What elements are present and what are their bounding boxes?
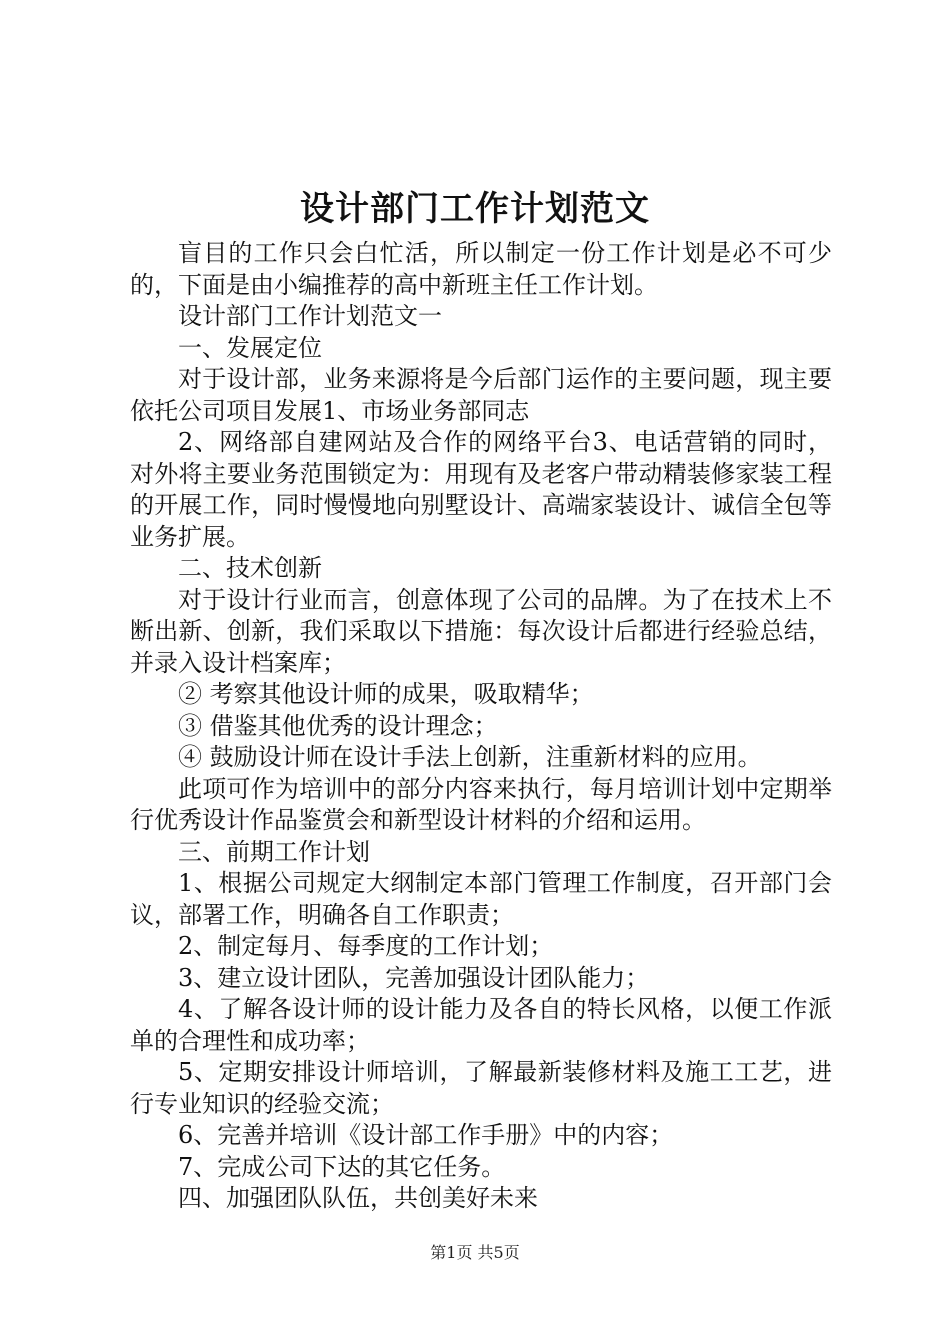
list-item: 5、定期安排设计师培训，了解最新装修材料及施工工艺，进行专业知识的经验交流； [130,1058,832,1118]
list-item: ② 考察其他设计师的成果，吸取精华； [178,680,594,708]
paragraph: 此项可作为培训中的部分内容来执行，每月培训计划中定期举行优秀设计作品鉴赏会和新型设计材料的介绍和运用。 [130,774,832,834]
paragraph: 盲目的工作只会白忙活，所以制定一份工作计划是必不可少的，下面是由小编推荐的高中新班主任工作计划。 [130,239,832,299]
page-number-footer: 第1页 共5页 [430,1243,520,1262]
list-item: ④ 鼓励设计师在设计手法上创新，注重新材料的应用。 [178,743,762,771]
section-heading: 四、加强团队队伍，共创美好未来 [178,1184,538,1212]
paragraph: 对于设计部，业务来源将是今后部门运作的主要问题，现主要依托公司项目发展1、市场业务部同志 [130,365,832,425]
list-item: 1、根据公司规定大纲制定本部门管理工作制度，召开部门会议，部署工作，明确各自工作职责； [130,869,832,929]
paragraph: 设计部门工作计划范文一 [178,302,442,330]
list-item: 7、完成公司下达的其它任务。 [178,1152,506,1181]
list-item: 4、了解各设计师的设计能力及各自的特长风格，以便工作派单的合理性和成功率； [130,995,832,1055]
list-item: 6、完善并培训《设计部工作手册》中的内容； [178,1121,674,1149]
list-item: 3、建立设计团队，完善加强设计团队能力； [178,963,650,992]
section-heading: 三、前期工作计划 [178,837,370,866]
document-title: 设计部门工作计划范文 [300,189,650,229]
paragraph: 2、网络部自建网站及合作的网络平台3、电话营销的同时，对外将主要业务范围锁定为：用现有及老客户带动精装修家装工程的开展工作，同时慢慢地向别墅设计、高端家装设计、诚信全包等业务扩展。 [130,428,832,551]
document-body [130,238,832,1215]
section-heading: 二、技术创新 [178,554,322,582]
list-item: 2、制定每月、每季度的工作计划； [178,932,554,960]
section-heading: 一、发展定位 [178,333,322,362]
list-item: ③ 借鉴其他优秀的设计理念； [178,711,498,740]
paragraph: 对于设计行业而言，创意体现了公司的品牌。为了在技术上不断出新、创新，我们采取以下措施：每次设计后都进行经验总结，并录入设计档案库； [130,585,832,677]
